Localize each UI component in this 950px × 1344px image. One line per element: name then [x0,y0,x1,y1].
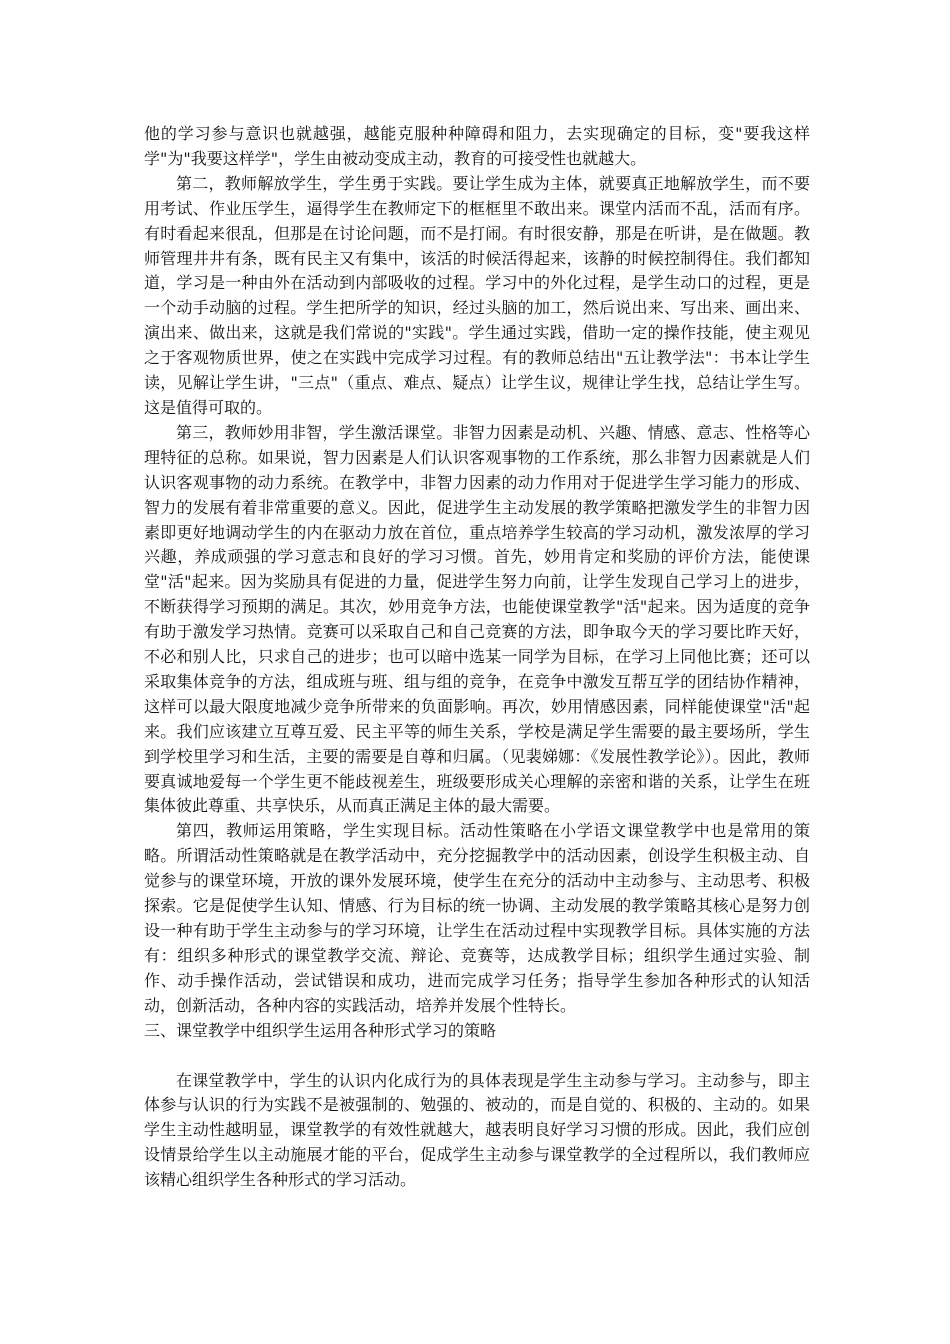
document-body [144,122,810,1193]
paragraph-point-four: 第四，教师运用策略，学生实现目标。活动性策略在小学语文课堂教学中也是常用的策略。所谓活动性策略就是在教学活动中，充分挖掘教学中的活动因素，创设学生积极主动、自觉参与的课堂环境，开放的课外发展环境，使学生在充分的活动中主动参与、主动思考、积极探索。它是促使学生认知、情感、行为目标的统一协调、主动发展的教学策略其核心是努力创设一种有助于学生主动参与的学习环境，让学生在活动过程中实现教学目标。具体实施的方法有：组织多种形式的课堂教学交流、辩论、竞赛等，达成教学目标；组织学生通过实验、制作、动手操作活动，尝试错误和成功，进而完成学习任务；指导学生参加各种形式的认知活动，创新活动，各种内容的实践活动，培养并发展个性特长。 [144,821,810,1015]
paragraph-section-intro: 在课堂教学中，学生的认识内化成行为的具体表现是学生主动参与学习。主动参与，即主体参与认识的行为实践不是被强制的、勉强的、被动的，而是自觉的、积极的、主动的。如果学生主动性越明显，课堂教学的有效性就越大，越表明良好学习习惯的形成。因此，我们应创设情景给学生以主动施展才能的平台，促成学生主动参与课堂教学的全过程所以，我们教师应该精心组织学生各种形式的学习活动。 [144,1070,810,1190]
paragraph-point-two: 第二，教师解放学生，学生勇于实践。要让学生成为主体，就要真正地解放学生，而不要用考试、作业压学生，逼得学生在教师定下的框框里不敢出来。课堂内活而不乱，活而有序。有时看起来很乱，但那是在讨论问题，而不是打闹。有时很安静，那是在听讲，是在做题。教师管理井井有条，既有民主又有集中，该活的时候活得起来，该静的时候控制得住。我们都知道，学习是一种由外在活动到内部吸收的过程。学习中的外化过程，是学生动口的过程，更是一个动手动脑的过程。学生把所学的知识，经过头脑的加工，然后说出来、写出来、画出来、演出来、做出来，这就是我们常说的"实践"。学生通过实践，借助一定的操作技能，使主观见之于客观物质世界，使之在实践中完成学习过程。有的教师总结出"五让教学法"：书本让学生读，见解让学生讲，"三点"（重点、难点、疑点）让学生议，规律让学生找，总结让学生写。这是值得可取的。 [144,173,810,417]
paragraph-point-three: 第三，教师妙用非智，学生激活课堂。非智力因素是动机、兴趣、情感、意志、性格等心理特征的总称。如果说，智力因素是人们认识客观事物的工作系统，那么非智力因素就是人们认识客观事物的动力系统。在教学中，非智力因素的动力作用对于促进学生学习能力的形成、智力的发展有着非常重要的意义。因此，促进学生主动发展的教学策略把激发学生的非智力因素即更好地调动学生的内在驱动力放在首位，重点培养学生较高的学习动机，激发浓厚的学习兴趣，养成顽强的学习意志和良好的学习习惯。首先，妙用肯定和奖励的评价方法，能使课堂"活"起来。因为奖励具有促进的力量，促进学生努力向前，让学生发现自己学习上的进步，不断获得学习预期的满足。其次，妙用竞争方法，也能使课堂教学"活"起来。因为适度的竞争有助于激发学习热情。竞赛可以采取自己和自己竞赛的方法，即争取今天的学习要比昨天好，不必和别人比，只求自己的进步；也可以暗中选某一同学为目标，在学习上同他比赛；还可以采取集体竞争的方法，组成班与班、组与组的竞争，在竞争中激发互帮互学的团结协作精神，这样可以最大限度地减少竞争所带来的负面影响。再次，妙用情感因素，同样能使课堂"活"起来。我们应该建立互尊互爱、民主平等的师生关系，学校是满足学生需要的最主要场所，学生到学校里学习和生活，主要的需要是自尊和归属。（见裴娣娜：《发展性教学论》）。因此，教师要真诚地爱每一个学生更不能歧视差生，班级要形成关心理解的亲密和谐的关系，让学生在班集体彼此尊重、共享快乐，从而真正满足主体的最大需要。 [144,422,810,816]
section-heading: 三、课堂教学中组织学生运用各种形式学习的策略 [144,1020,497,1040]
paragraph-continuation: 他的学习参与意识也就越强，越能克服种种障碍和阻力，去实现确定的目标，变"要我这样学"为"我要这样学"，学生由被动变成主动，教育的可接受性也就越大。 [144,124,810,168]
